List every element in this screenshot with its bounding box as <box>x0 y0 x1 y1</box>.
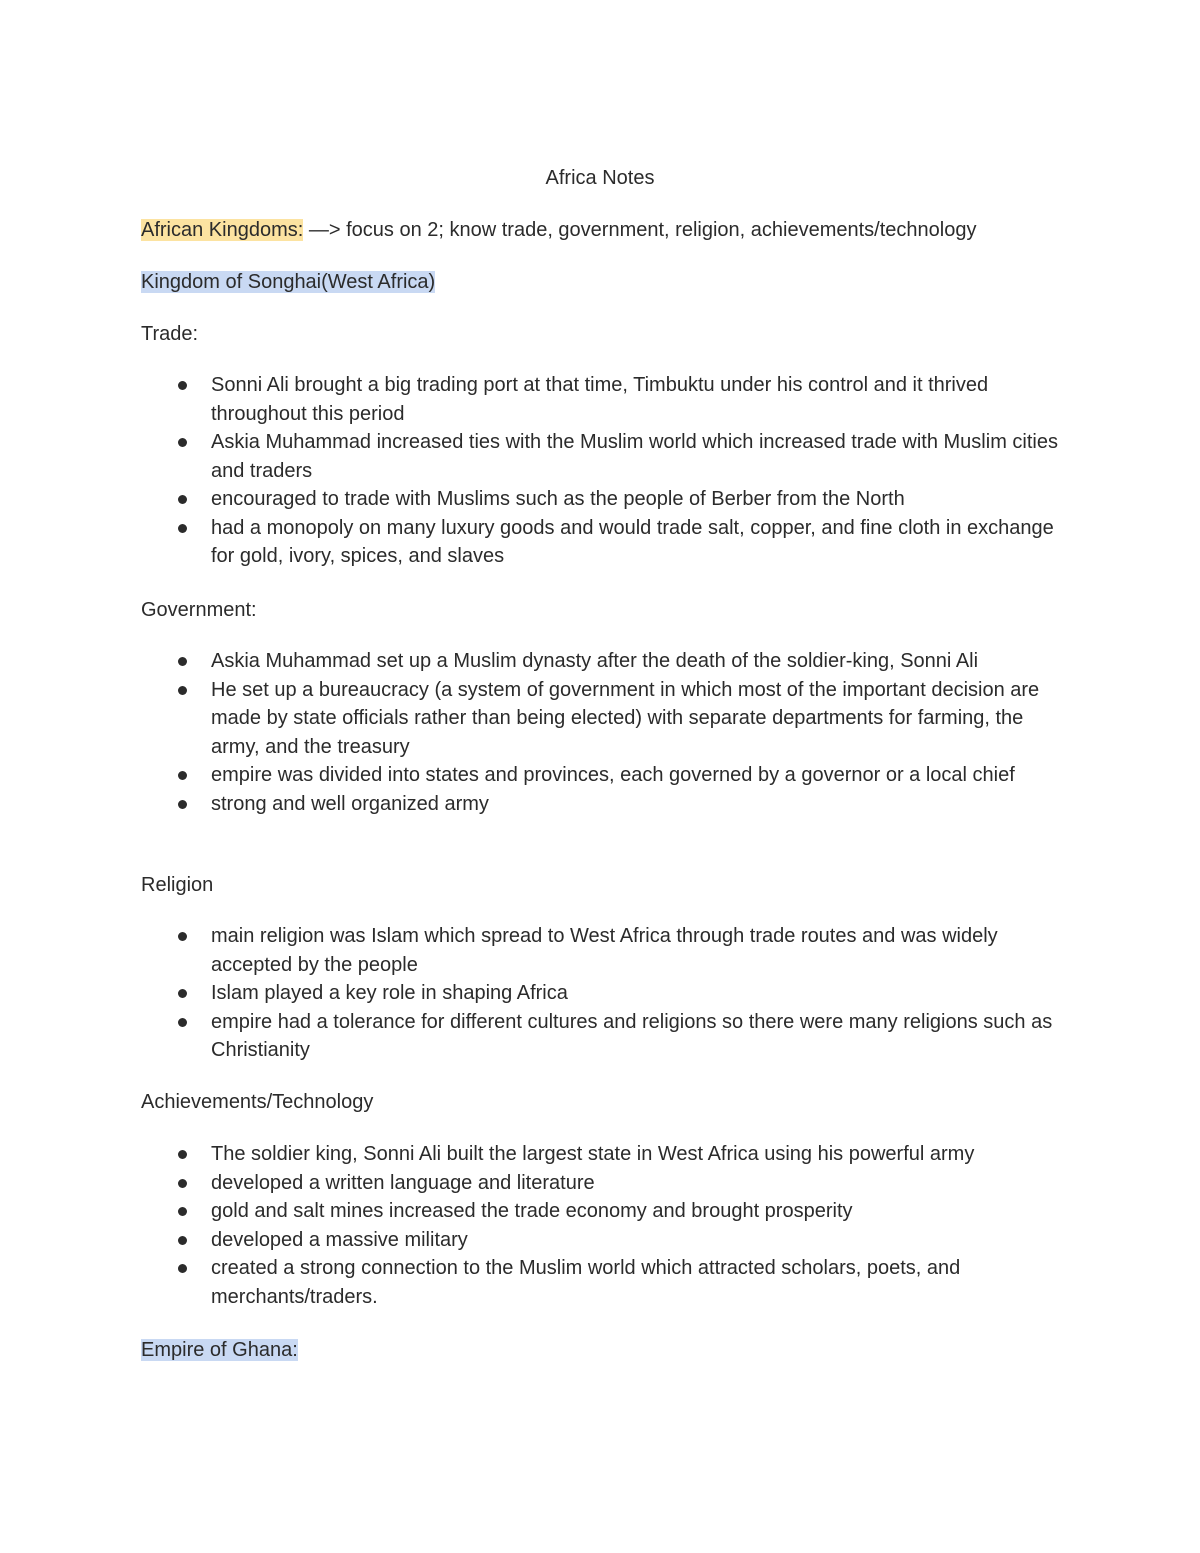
bullet-icon <box>178 524 187 533</box>
kingdom-heading-line <box>141 268 435 296</box>
religion-list <box>178 922 1058 1065</box>
list-item <box>178 485 1058 514</box>
bullet-icon <box>178 1236 187 1245</box>
list-item <box>178 1197 1058 1226</box>
bullet-icon <box>178 381 187 390</box>
empire-heading: Empire of Ghana: <box>141 1339 298 1361</box>
achievements-list <box>178 1140 1058 1311</box>
bullet-icon <box>178 932 187 941</box>
bullet-icon <box>178 1018 187 1027</box>
list-item-text: The soldier king, Sonni Ali built the largest state in West Africa using his powerful army <box>211 1143 975 1165</box>
bullet-icon <box>178 800 187 809</box>
intro-line <box>141 216 976 244</box>
list-item <box>178 1226 1058 1255</box>
bullet-icon <box>178 1179 187 1188</box>
trade-list <box>178 371 1058 571</box>
bullet-icon <box>178 495 187 504</box>
list-item <box>178 761 1058 790</box>
list-item-text: encouraged to trade with Muslims such as the people of Berber from the North <box>211 488 905 510</box>
kingdom-heading: Kingdom of Songhai(West Africa) <box>141 271 436 293</box>
list-item-text: Askia Muhammad set up a Muslim dynasty after the death of the soldier-king, Sonni Ali <box>211 650 979 672</box>
list-item-text: developed a massive military <box>211 1228 468 1251</box>
list-item-text: empire was divided into states and provinces, each governed by a governor or a local chief <box>211 764 1015 786</box>
government-list <box>178 647 1058 818</box>
list-item <box>178 371 1058 428</box>
list-item <box>178 1140 1058 1169</box>
list-item <box>178 922 1058 979</box>
empire-heading-line <box>141 1336 298 1364</box>
list-item <box>178 790 1058 819</box>
intro-text: —> focus on 2; know trade, government, religion, achievements/technology <box>303 219 977 241</box>
list-item-text: strong and well organized army <box>211 792 489 815</box>
bullet-icon <box>178 1207 187 1216</box>
list-item <box>178 428 1058 485</box>
bullet-icon <box>178 1264 187 1273</box>
list-item <box>178 1008 1058 1065</box>
page-title: Africa Notes <box>545 167 655 189</box>
government-heading: Government: <box>141 599 257 621</box>
bullet-icon <box>178 438 187 447</box>
list-item <box>178 979 1058 1008</box>
list-item-text: created a strong connection to the Muslim world which attracted scholars, poets, and merchants/traders. <box>211 1257 961 1308</box>
list-item <box>178 1254 1058 1311</box>
list-item <box>178 647 1058 676</box>
achievements-heading: Achievements/Technology <box>141 1091 374 1113</box>
religion-heading: Religion <box>141 874 214 896</box>
list-item-text: main religion was Islam which spread to West Africa through trade routes and was widely accepted by the people <box>211 925 998 976</box>
bullet-icon <box>178 657 187 666</box>
trade-heading: Trade: <box>141 323 199 345</box>
list-item-text: had a monopoly on many luxury goods and would trade salt, copper, and fine cloth in exchange for gold, ivory, spices, and slaves <box>211 516 1054 567</box>
bullet-icon <box>178 686 187 695</box>
list-item-text: gold and salt mines increased the trade economy and brought prosperity <box>211 1200 853 1222</box>
list-item <box>178 1169 1058 1198</box>
list-item-text: developed a written language and literature <box>211 1171 595 1194</box>
list-item-text: empire had a tolerance for different cultures and religions so there were many religions such as Christianity <box>211 1010 1053 1061</box>
bullet-icon <box>178 1150 187 1159</box>
list-item-text: Islam played a key role in shaping Africa <box>211 982 568 1004</box>
list-item-text: He set up a bureaucracy (a system of government in which most of the important decision are made by state officials rather than being elected) with separate departments for farming, the army, and the treasury <box>211 678 1040 758</box>
intro-highlight: African Kingdoms: <box>141 219 304 241</box>
list-item-text: Askia Muhammad increased ties with the Muslim world which increased trade with Muslim cities and traders <box>211 431 1058 482</box>
bullet-icon <box>178 771 187 780</box>
list-item <box>178 676 1058 762</box>
list-item-text: Sonni Ali brought a big trading port at that time, Timbuktu under his control and it thrived throughout this period <box>211 374 989 425</box>
list-item <box>178 514 1058 571</box>
bullet-icon <box>178 989 187 998</box>
